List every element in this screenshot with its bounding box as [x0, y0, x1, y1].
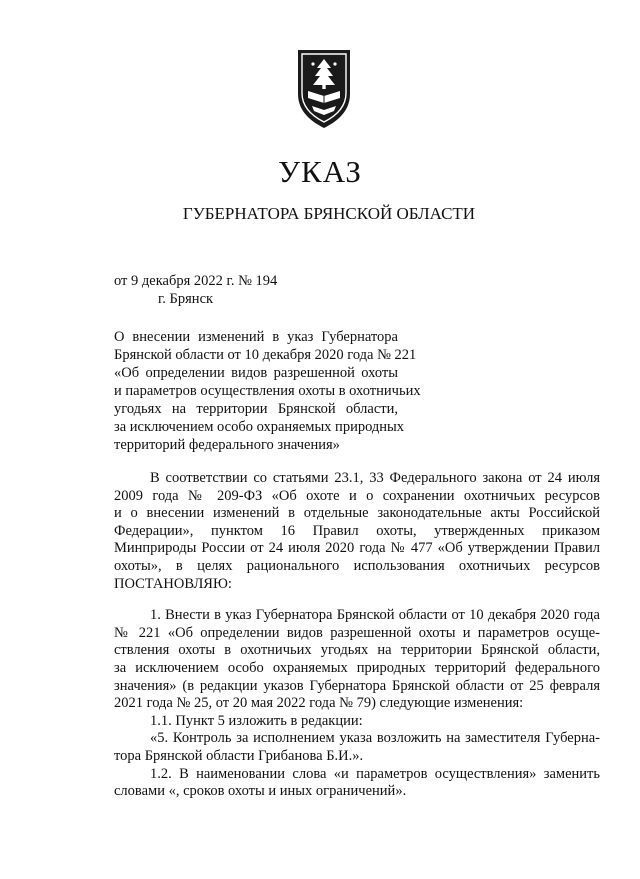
coat-of-arms-emblem — [294, 46, 354, 130]
item-1-1-text-line: тора Брянской области Грибанова Б.И.». — [114, 747, 364, 764]
preamble-line: В соответствии со статьями 23.1, 33 Федерального закона от 24 июля — [150, 470, 600, 486]
item-1-line: № 221 «Об определении видов разрешенной охоты и параметров осуще- — [114, 624, 600, 641]
subject-line: О внесении изменений в указ Губернатора — [114, 329, 398, 345]
preamble-line: Минприроды России от 24 июля 2020 года № 477 «Об утверждении Правил — [114, 540, 600, 557]
preamble-line: 2009 года № 209-ФЗ «Об охоте и о сохранении охотничьих ресурсов — [114, 487, 600, 504]
document-title: УКАЗ — [278, 154, 362, 189]
item-1-line: 1. Внести в указ Губернатора Брянской области от 10 декабря 2020 года — [150, 607, 600, 624]
preamble-line: Федерации», пунктом 16 Правил охоты, утвержденных приказом — [114, 522, 600, 539]
item-1-line: ствления охоты в охотничьих угодьях на территории Брянской области, — [114, 642, 600, 659]
subject-line: за исключением особо охраняемых природных — [114, 419, 405, 435]
subject-line: Брянской области от 10 декабря 2020 года № 221 — [114, 347, 417, 363]
subject-line: территорий федерального значения» — [114, 437, 340, 453]
item-1-line: 2021 года № 25, от 20 мая 2022 года № 79) следующие изменения: — [114, 695, 524, 712]
date-and-number: от 9 декабря 2022 г. № 194 — [114, 273, 278, 289]
subject-heading — [114, 328, 421, 454]
item-1-2-line: 1.2. В наименовании слова «и параметров осуществления» заменить — [150, 765, 600, 782]
item-1-line: значения» (в редакции указов Губернатора Брянской области от 25 февраля — [114, 677, 600, 694]
item-1-2-line: словами «, сроков охоты и иных ограничений». — [114, 783, 407, 800]
subject-line: угодьях на территории Брянской области, — [114, 401, 398, 417]
document-subtitle: ГУБЕРНАТОРА БРЯНСКОЙ ОБЛАСТИ — [182, 204, 476, 223]
item-1-line: за исключением особо охраняемых природных территорий федерального — [114, 659, 600, 676]
preamble-line: и о внесении изменений в отдельные законодательные акты Российской — [114, 505, 600, 522]
subject-line: и параметров осуществления охоты в охотничьих — [114, 383, 421, 399]
decree-word: ПОСТАНОВЛЯЮ: — [114, 575, 232, 592]
item-1-1-text-line: «5. Контроль за исполнением указа возложить на заместителя Губерна- — [150, 730, 600, 747]
document-body — [114, 470, 600, 801]
subject-line: «Об определении видов разрешенной охоты — [114, 365, 398, 381]
city: г. Брянск — [158, 291, 214, 307]
item-1-1-heading: 1.1. Пункт 5 изложить в редакции: — [150, 712, 363, 729]
preamble-line: охоты», в целях рационального использования охотничьих ресурсов — [114, 557, 600, 574]
